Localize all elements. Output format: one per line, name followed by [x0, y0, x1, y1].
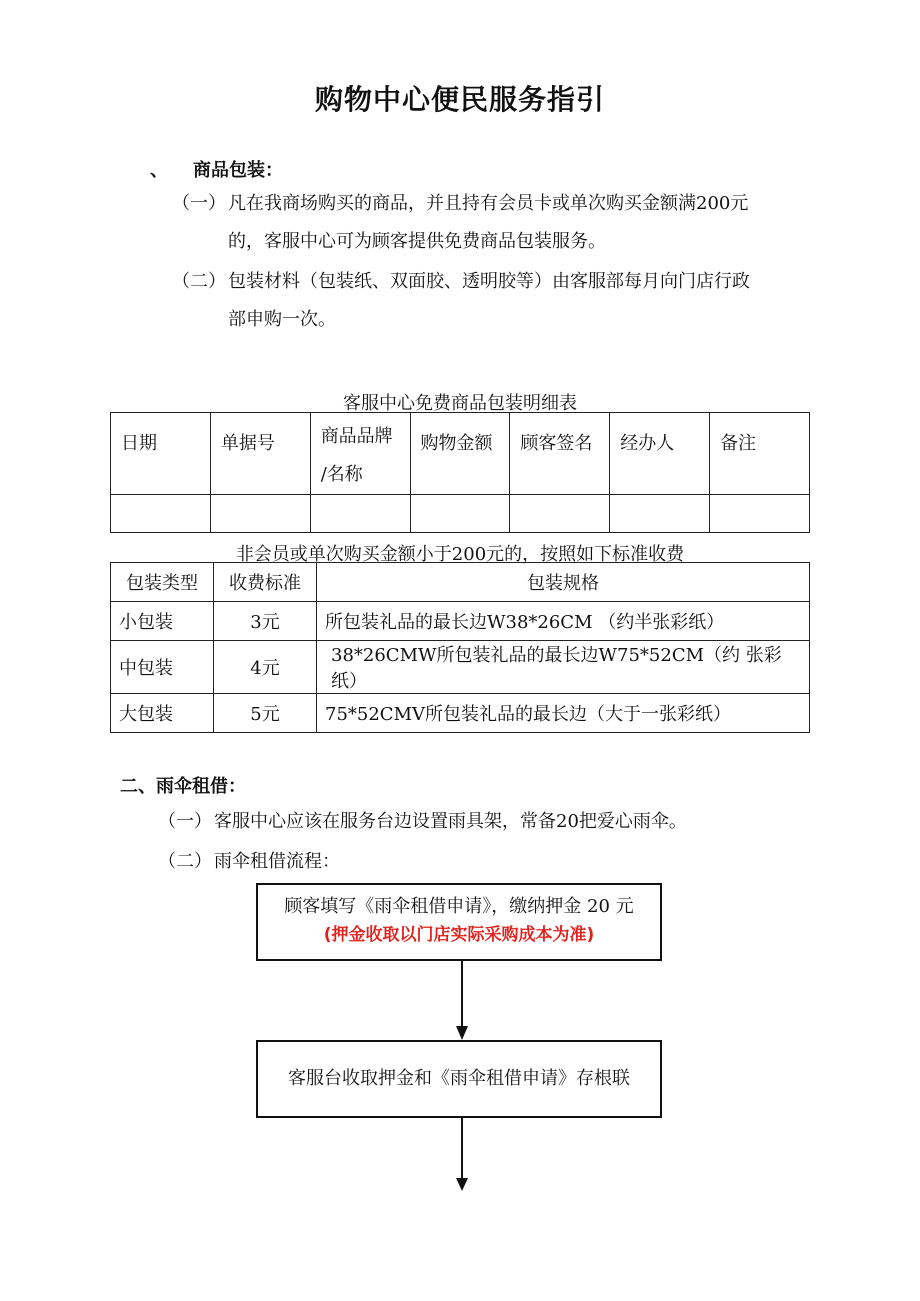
- section2-item1-text: 客服中心应该在服务台边设置雨具架，常备20把爱心雨伞。: [214, 811, 687, 832]
- section1-item2-line1: 包装材料（包装纸、双面胶、透明胶等）由客服部每月向门店行政: [228, 271, 750, 292]
- flow-arrow-down-icon: [456, 1178, 468, 1191]
- packaging-fee-table: [110, 562, 810, 733]
- section1-marker: 、: [150, 160, 168, 181]
- table1-caption: 客服中心免费商品包装明细表: [343, 393, 577, 414]
- section1-item1-line1: 凡在我商场购买的商品，并且持有会员卡或单次购买金额满200元: [228, 193, 749, 214]
- table2-cell-type: 中包装: [111, 641, 214, 694]
- table2-cell-spec: 所包装礼品的最长边W38*26CM （约半张彩纸）: [317, 602, 810, 641]
- table1-header-brand-line2: /名称: [320, 464, 363, 485]
- table1-header-brand: [310, 413, 410, 495]
- table1-header-brand-line1: 商品品牌: [320, 426, 393, 447]
- table2-caption: 非会员或单次购买金额小于200元的，按照如下标准收费: [235, 544, 685, 565]
- table2-header-fee: 收费标准: [214, 563, 317, 602]
- table2-cell-type: 小包装: [111, 602, 214, 641]
- table1-empty-cell: [210, 495, 310, 533]
- section1-item2-num: （二）: [172, 271, 226, 292]
- table1-empty-cell: [410, 495, 510, 533]
- table2-cell-fee: 5元: [214, 694, 317, 733]
- section2-item2-num: （二）: [158, 851, 212, 872]
- flow-step-1-box: [256, 883, 662, 961]
- section1-heading: 商品包装：: [193, 160, 283, 181]
- table1-empty-cell: [510, 495, 610, 533]
- table2-header-type: 包装类型: [111, 563, 214, 602]
- section2-heading: 二、雨伞租借：: [120, 776, 246, 797]
- table2-cell-type: 大包装: [111, 694, 214, 733]
- page-title: 购物中心便民服务指引: [314, 83, 605, 116]
- section1-item1-num: （一）: [172, 193, 226, 214]
- table2-header-spec: 包装规格: [317, 563, 810, 602]
- table1-empty-cell: [111, 495, 211, 533]
- flow-arrow-down-icon: [456, 1026, 468, 1040]
- section2-item2-text: 雨伞租借流程：: [214, 851, 340, 872]
- table1-header-handler: 经办人: [610, 413, 710, 495]
- table1-header-remarks: 备注: [710, 413, 810, 495]
- table1-empty-cell: [710, 495, 810, 533]
- section1-item2-line2: 部申购一次。: [228, 309, 336, 330]
- section2-item1-num: （一）: [158, 811, 212, 832]
- table-row: [111, 602, 810, 641]
- table-row: [111, 641, 810, 694]
- packaging-detail-table: [110, 412, 810, 533]
- flow-step-2-box: [256, 1040, 662, 1118]
- table2-cell-fee: 4元: [214, 641, 317, 694]
- section1-item1-line2: 的，客服中心可为顾客提供免费商品包装服务。: [228, 231, 606, 252]
- table-row: [111, 694, 810, 733]
- table1-header-signature: 顾客签名: [510, 413, 610, 495]
- flow-step-1-note: (押金收取以门店实际采购成本为准): [323, 925, 595, 945]
- table2-cell-spec: 75*52CMV所包装礼品的最长边（大于一张彩纸）: [317, 694, 810, 733]
- table1-header-amount: 购物金额: [410, 413, 510, 495]
- table1-header-receipt: 单据号: [210, 413, 310, 495]
- flow-connector-2: [461, 1118, 463, 1180]
- table1-header-date: 日期: [111, 413, 211, 495]
- flow-connector-1: [461, 961, 463, 1029]
- table2-cell-spec: 38*26CMW所包装礼品的最长边W75*52CM（约 张彩纸）: [317, 641, 810, 694]
- flow-step-1-text: 顾客填写《雨伞租借申请》，缴纳押金 20 元: [284, 896, 634, 917]
- table1-empty-cell: [310, 495, 410, 533]
- table2-cell-fee: 3元: [214, 602, 317, 641]
- flow-step-2-text: 客服台收取押金和《雨伞租借申请》存根联: [288, 1068, 630, 1089]
- table1-empty-cell: [610, 495, 710, 533]
